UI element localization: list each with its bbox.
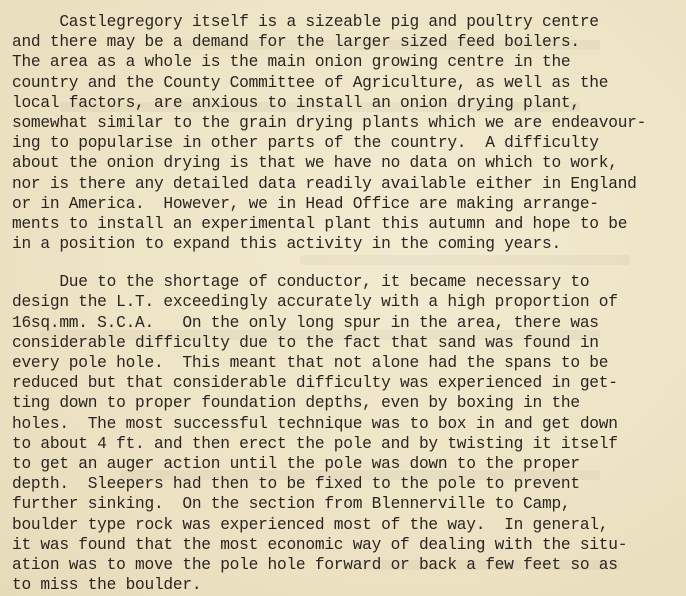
text-line: design the L.T. exceedingly accurately with a high proportion of: [12, 293, 618, 312]
text-line: to miss the boulder.: [12, 576, 202, 595]
text-line: ments to install an experimental plant this autumn and hope to be: [12, 214, 628, 233]
text-line: and there may be a demand for the larger sized feed boilers.: [12, 33, 580, 52]
text-line: boulder type rock was experienced most of the way. In general,: [12, 515, 609, 534]
text-line: reduced but that considerable difficulty was experienced in get-: [12, 374, 618, 393]
text-line: considerable difficulty due to the fact that sand was found in: [12, 333, 599, 352]
paragraph: [12, 12, 684, 254]
text-line: about the onion drying is that we have no data on which to work,: [12, 154, 618, 173]
text-line: ing to popularise in other parts of the country. A difficulty: [12, 134, 599, 153]
text-line: holes. The most successful technique was to box in and get down: [12, 414, 618, 433]
text-line: to about 4 ft. and then erect the pole and by twisting it itself: [12, 434, 618, 453]
text-line: country and the County Committee of Agriculture, as well as the: [12, 73, 609, 92]
text-line: it was found that the most economic way of dealing with the situ-: [12, 535, 628, 554]
text-line: every pole hole. This meant that not alone had the spans to be: [12, 354, 609, 372]
text-line: depth. Sleepers had then to be fixed to the pole to prevent: [12, 475, 580, 494]
text-line: local factors, are anxious to install an onion drying plant,: [12, 93, 580, 112]
text-line: nor is there any detailed data readily available either in England: [12, 174, 637, 193]
paragraph-spacer: [12, 254, 684, 272]
text-line: somewhat similar to the grain drying plants which we are endeavour-: [12, 113, 647, 132]
text-line: The area as a whole is the main onion growing centre in the: [12, 53, 571, 72]
document-body: [12, 12, 684, 595]
text-line: further sinking. On the section from Blennerville to Camp,: [12, 495, 571, 514]
text-line: in a position to expand this activity in the coming years.: [12, 235, 561, 254]
text-line: Due to the shortage of conductor, it became necessary to: [12, 273, 590, 292]
text-line: ting down to proper foundation depths, even by boxing in the: [12, 394, 580, 413]
text-line: 16sq.mm. S.C.A. On the only long spur in the area, there was: [12, 313, 599, 332]
text-line: Castlegregory itself is a sizeable pig and poultry centre: [12, 13, 599, 31]
text-line: to get an auger action until the pole was down to the proper: [12, 454, 580, 473]
paragraph: [12, 272, 684, 595]
text-line: ation was to move the pole hole forward or back a few feet so as: [12, 555, 618, 574]
text-line: or in America. However, we in Head Office are making arrange-: [12, 194, 599, 213]
